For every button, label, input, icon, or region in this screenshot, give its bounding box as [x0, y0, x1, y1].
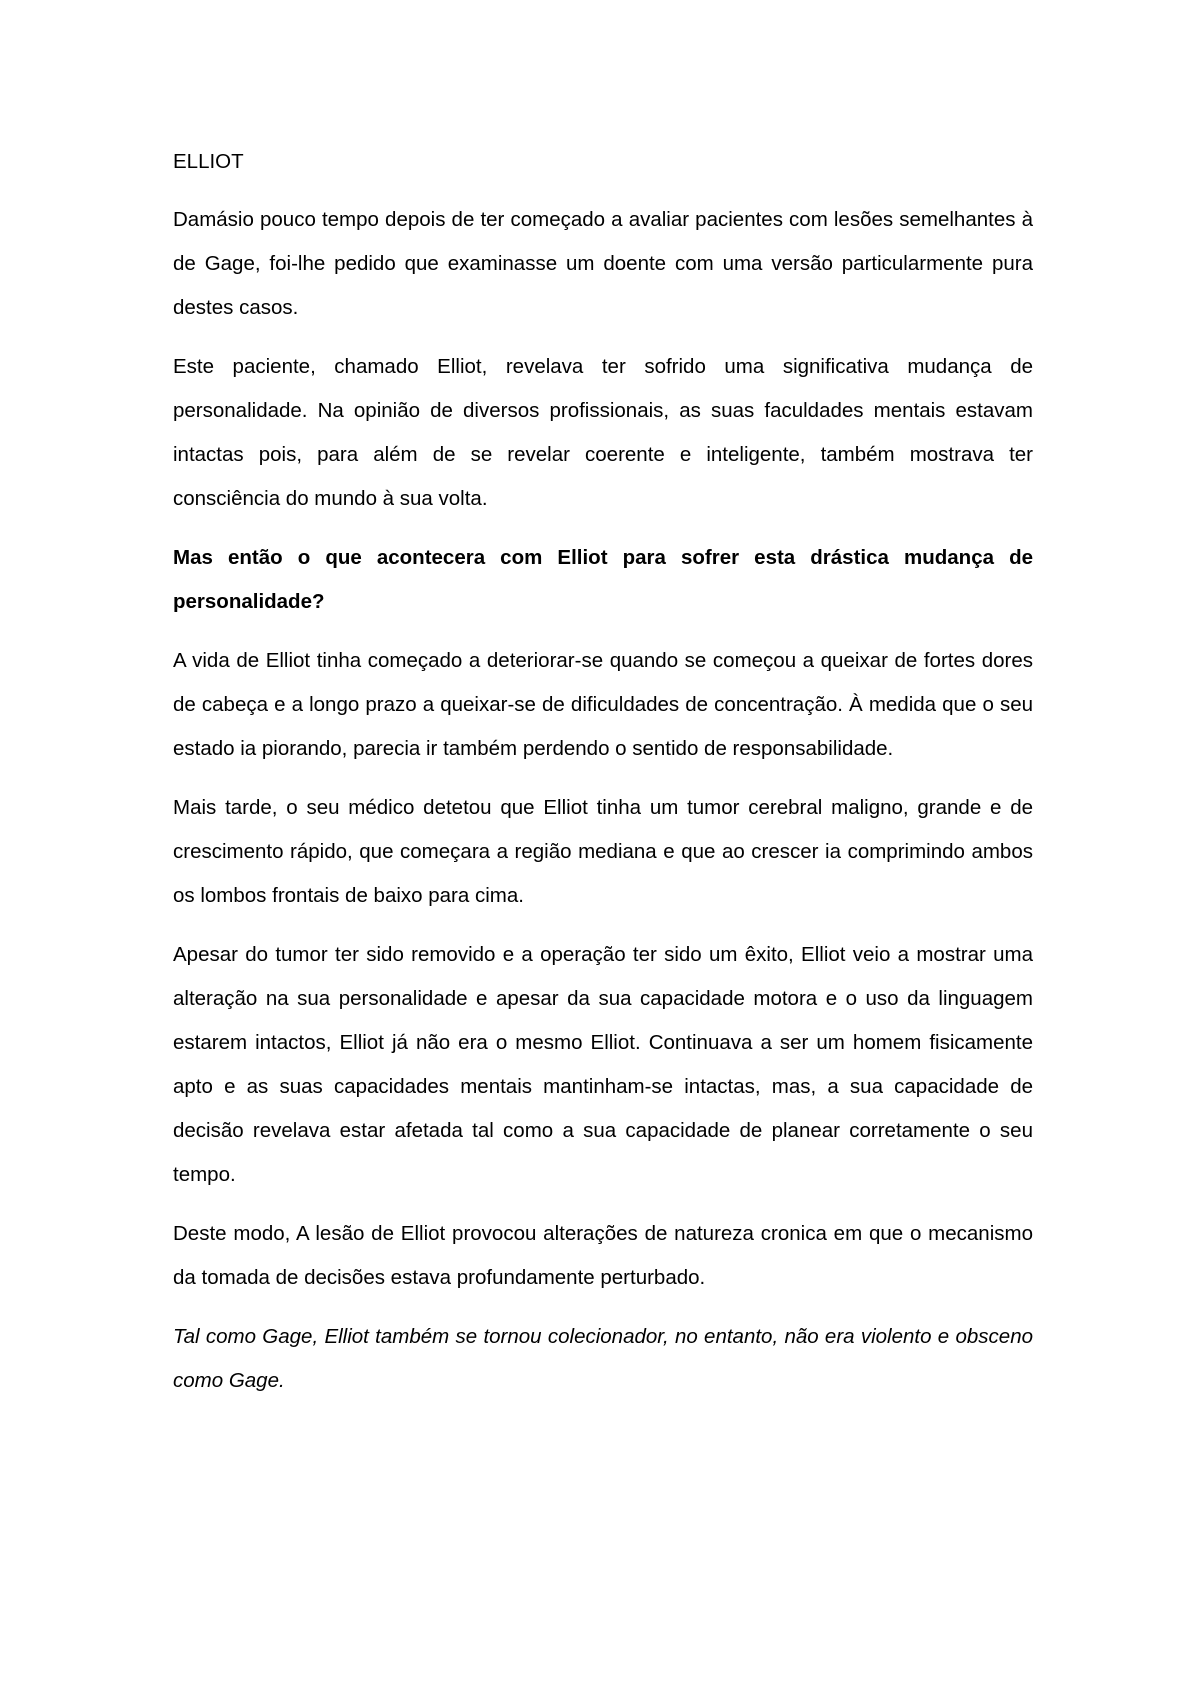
- paragraph-surgery: Apesar do tumor ter sido removido e a operação ter sido um êxito, Elliot veio a mostrar uma alteração na sua personalidade e apesar da sua capacidade motora e o uso da linguagem estarem intactos, Elliot já não era o mesmo Elliot. Continuava a ser um homem fisicamente apto e as suas capacidades mentais mantinham-se intactas, mas, a sua capacidade de decisão revelava estar afetada tal como a sua capacidade de planear corretamente o seu tempo.: [173, 943, 1033, 1186]
- document-title: ELLIOT: [173, 150, 244, 173]
- paragraph-patient: Este paciente, chamado Elliot, revelava ter sofrido uma significativa mudança de personalidade. Na opinião de diversos profissionais, as suas faculdades mentais estavam intactas pois, para além de se revelar coerente e inteligente, também mostrava ter consciência do mundo à sua volta.: [173, 355, 1033, 510]
- paragraph-comparison: Tal como Gage, Elliot também se tornou colecionador, no entanto, não era violento e obsceno como Gage.: [173, 1325, 1033, 1392]
- document-body: [173, 140, 1033, 1418]
- paragraph-diagnosis: Mais tarde, o seu médico detetou que Elliot tinha um tumor cerebral maligno, grande e de crescimento rápido, que começara a região mediana e que ao crescer ia comprimindo ambos os lombos frontais de baixo para cima.: [173, 796, 1033, 907]
- paragraph-intro: Damásio pouco tempo depois de ter começado a avaliar pacientes com lesões semelhantes à de Gage, foi-lhe pedido que examinasse um doente com uma versão particularmente pura destes casos.: [173, 208, 1033, 319]
- paragraph-deterioration: A vida de Elliot tinha começado a deteriorar-se quando se começou a queixar de fortes dores de cabeça e a longo prazo a queixar-se de dificuldades de concentração. À medida que o seu estado ia piorando, parecia ir também perdendo o sentido de responsabilidade.: [173, 649, 1033, 760]
- paragraph-conclusion: Deste modo, A lesão de Elliot provocou alterações de natureza cronica em que o mecanismo da tomada de decisões estava profundamente perturbado.: [173, 1222, 1033, 1289]
- paragraph-question: Mas então o que acontecera com Elliot para sofrer esta drástica mudança de personalidade?: [173, 546, 1033, 613]
